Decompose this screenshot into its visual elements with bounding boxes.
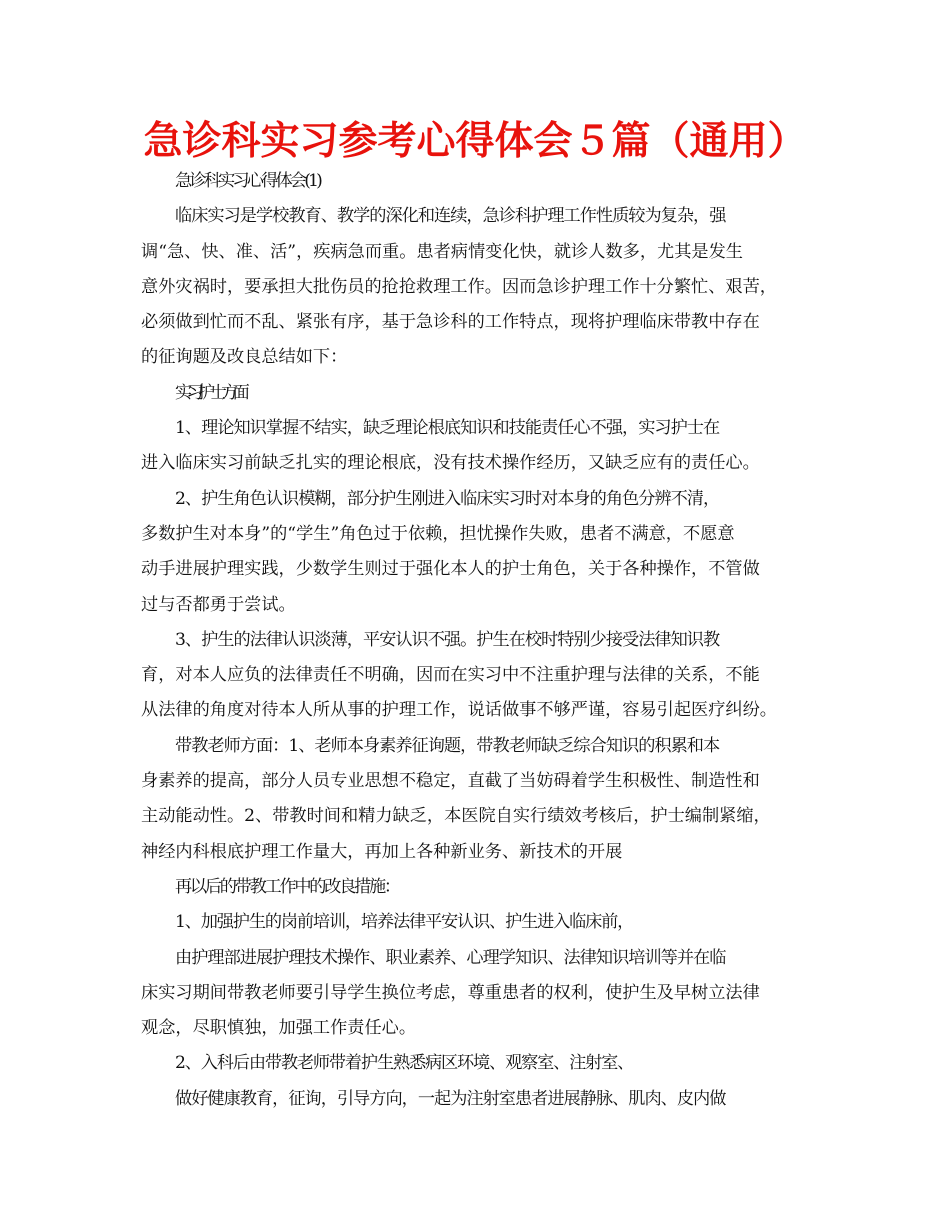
text-line: 1、加强护生的岗前培训，培养法律平安认识、护生进入临床前， [175,912,634,933]
text-line: 必须做到忙而不乱、紧张有序，基于急诊科的工作特点，现将护理临床带教中存在 [141,312,760,333]
text-line: 床实习期间带教老师要引导学生换位考虑，尊重患者的权利，使护生及早树立法律 [141,982,760,1003]
text-line: 调“急、快、准、活”，疾病急而重。患者病情变化快，就诊人数多，尤其是发生 [141,241,743,262]
text-line: 主动能动性。2、带教时间和精力缺乏，本医院自实行绩效考核后，护士编制紧缩， [141,806,771,827]
text-line: 临床实习是学校教育、教学的深化和连续，急诊科护理工作性质较为复杂，强 [175,206,726,227]
text-line: 身素养的提高，部分人员专业思想不稳定，直截了当妨碍着学生积极性、制造性和 [141,771,760,792]
text-line: 1、理论知识掌握不结实，缺乏理论根底知识和技能责任心不强，实习护士在 [175,418,720,439]
text-line: 神经内科根底护理工作量大，再加上各种新业务、新技术的开展 [141,841,623,862]
text-line: 进入临床实习前缺乏扎实的理论根底，没有技术操作经历，又缺乏应有的责任心。 [141,453,760,474]
text-line: 2、入科后由带教老师带着护生熟悉病区环境、观察室、注射室、 [175,1053,634,1074]
text-line: 意外灾祸时，要承担大批伤员的抢抢救理工作。因而急诊护理工作十分繁忙、艰苦， [141,276,777,297]
text-line: 动手进展护理实践，少数学生则过于强化本人的护士角色，关于各种操作，不管做 [141,559,760,580]
text-line: 由护理部进展护理技术操作、职业素养、心理学知识、法律知识培训等并在临 [175,947,726,968]
text-line: 做好健康教育，征询，引导方向，一起为注射室患者进展静脉、肌肉、皮内做 [175,1088,726,1109]
text-line: 过与否都勇于尝试。 [141,594,296,615]
text-line: 实习护士方面 [175,382,245,403]
text-line: 3、护生的法律认识淡薄，平安认识不强。护生在校时特别少接受法律知识教 [175,629,720,650]
text-line: 观念，尽职慎独，加强工作责任心。 [141,1018,417,1039]
text-line: 带教老师方面：1、老师本身素养征询题，带教老师缺乏综合知识的积累和本 [175,735,720,756]
text-line: 的征询题及改良总结如下： [141,347,348,368]
text-line: 从法律的角度对待本人所从事的护理工作，说话做事不够严谨，容易引起医疗纠纷。 [141,700,777,721]
text-line: 急诊科实习心得体会(1) [175,171,321,191]
text-line: 多数护生对本身”的“学生”角色过于依赖，担忧操作失败，患者不满意，不愿意 [141,523,735,544]
document-body [141,164,831,1117]
text-line: 育，对本人应负的法律责任不明确，因而在实习中不注重护理与法律的关系，不能 [141,665,760,686]
document-title: 急诊科实习参考心得体会５篇（通用） [143,119,807,164]
text-line: 再以后的带教工作中的改良措施： [175,876,399,897]
text-line: 2、护生角色认识模糊，部分护生刚进入临床实习时对本身的角色分辨不清， [175,488,720,509]
